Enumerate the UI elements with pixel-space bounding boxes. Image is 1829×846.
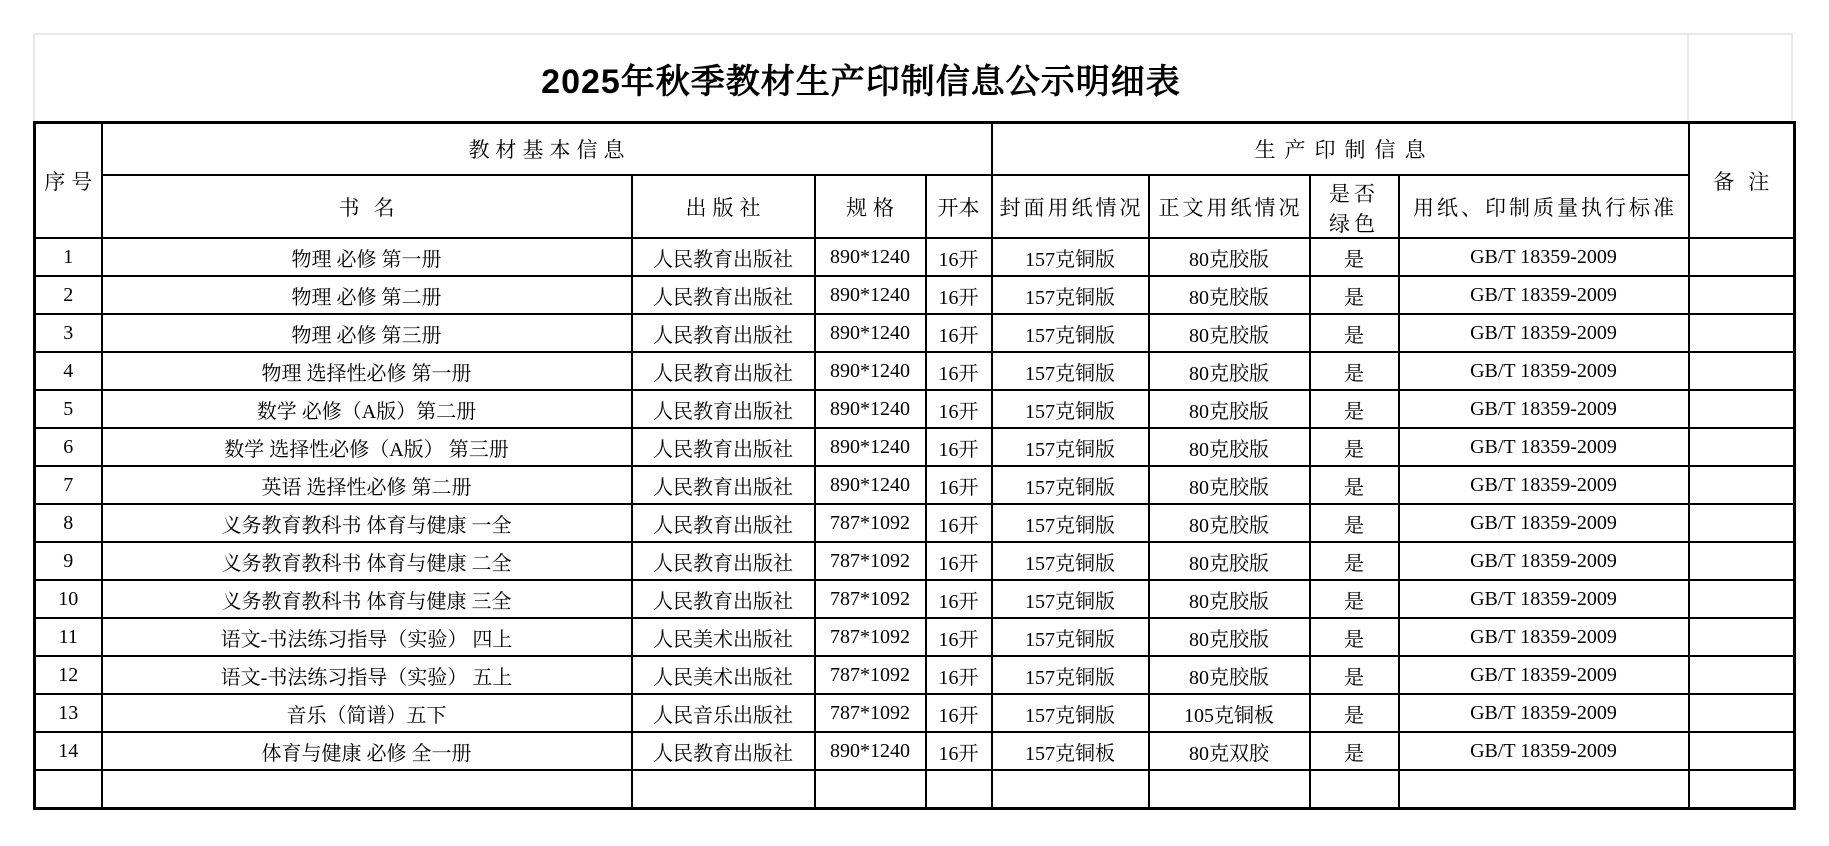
- row-cover-paper: 157克铜版: [992, 618, 1149, 656]
- row-book-name: 物理 必修 第三册: [102, 314, 632, 352]
- row-green: 是: [1310, 314, 1399, 352]
- table-row: [35, 238, 1795, 276]
- row-remark: [1689, 770, 1795, 809]
- header-basic-info-group: 教材基本信息: [102, 123, 992, 176]
- row-remark: [1689, 694, 1795, 732]
- row-body-paper: 80克胶版: [1149, 542, 1310, 580]
- row-spec: 890*1240: [815, 238, 926, 276]
- textbook-print-info-table: [33, 121, 1796, 810]
- row-body-paper: [1149, 770, 1310, 809]
- row-format: 16开: [926, 390, 992, 428]
- row-format: [926, 770, 992, 809]
- row-seq: 3: [35, 314, 102, 352]
- table-row: [35, 542, 1795, 580]
- row-spec: [815, 770, 926, 809]
- row-green: 是: [1310, 618, 1399, 656]
- row-seq: [35, 770, 102, 809]
- row-remark: [1689, 504, 1795, 542]
- row-publisher: 人民美术出版社: [632, 618, 815, 656]
- row-spec: 890*1240: [815, 314, 926, 352]
- row-cover-paper: 157克铜版: [992, 352, 1149, 390]
- title-cell: [35, 35, 1689, 121]
- row-green: 是: [1310, 542, 1399, 580]
- row-green: 是: [1310, 694, 1399, 732]
- spreadsheet-sheet: [33, 33, 1793, 810]
- row-format: 16开: [926, 352, 992, 390]
- row-cover-paper: 157克铜版: [992, 390, 1149, 428]
- row-standard: GB/T 18359-2009: [1399, 542, 1689, 580]
- row-standard: [1399, 770, 1689, 809]
- row-remark: [1689, 656, 1795, 694]
- row-book-name: 语文-书法练习指导（实验） 四上: [102, 618, 632, 656]
- row-publisher: 人民教育出版社: [632, 542, 815, 580]
- row-book-name: 英语 选择性必修 第二册: [102, 466, 632, 504]
- row-remark: [1689, 276, 1795, 314]
- row-book-name: 物理 选择性必修 第一册: [102, 352, 632, 390]
- row-body-paper: 80克胶版: [1149, 352, 1310, 390]
- row-green: 是: [1310, 352, 1399, 390]
- row-seq: 14: [35, 732, 102, 770]
- table-body: [35, 238, 1795, 809]
- row-seq: 5: [35, 390, 102, 428]
- row-publisher: 人民教育出版社: [632, 314, 815, 352]
- row-green: 是: [1310, 466, 1399, 504]
- row-publisher: 人民教育出版社: [632, 732, 815, 770]
- header-production-group: 生产印制信息: [992, 123, 1689, 176]
- row-publisher: 人民教育出版社: [632, 390, 815, 428]
- row-format: 16开: [926, 238, 992, 276]
- row-cover-paper: 157克铜版: [992, 428, 1149, 466]
- row-cover-paper: 157克铜版: [992, 276, 1149, 314]
- row-standard: GB/T 18359-2009: [1399, 238, 1689, 276]
- row-green: 是: [1310, 504, 1399, 542]
- row-standard: GB/T 18359-2009: [1399, 428, 1689, 466]
- row-spec: 787*1092: [815, 542, 926, 580]
- row-book-name: 物理 必修 第一册: [102, 238, 632, 276]
- row-book-name: 物理 必修 第二册: [102, 276, 632, 314]
- row-book-name: 数学 选择性必修（A版） 第三册: [102, 428, 632, 466]
- table-header: [35, 123, 1795, 239]
- table-row: [35, 276, 1795, 314]
- row-body-paper: 80克双胶: [1149, 732, 1310, 770]
- header-body-paper: 正文用纸情况: [1149, 175, 1310, 238]
- row-standard: GB/T 18359-2009: [1399, 694, 1689, 732]
- header-green: [1310, 175, 1399, 238]
- row-green: 是: [1310, 428, 1399, 466]
- row-green: 是: [1310, 238, 1399, 276]
- table-row: [35, 656, 1795, 694]
- table-row: [35, 428, 1795, 466]
- row-seq: 8: [35, 504, 102, 542]
- row-format: 16开: [926, 466, 992, 504]
- title-corner-cell: [1689, 35, 1791, 121]
- row-publisher: 人民美术出版社: [632, 656, 815, 694]
- row-publisher: 人民教育出版社: [632, 238, 815, 276]
- row-seq: 7: [35, 466, 102, 504]
- row-spec: 890*1240: [815, 732, 926, 770]
- table-row: [35, 770, 1795, 809]
- row-body-paper: 80克胶版: [1149, 314, 1310, 352]
- row-remark: [1689, 428, 1795, 466]
- row-format: 16开: [926, 428, 992, 466]
- header-publisher: 出版社: [632, 175, 815, 238]
- header-seq: 序号: [35, 123, 102, 239]
- row-cover-paper: 157克铜版: [992, 466, 1149, 504]
- row-body-paper: 80克胶版: [1149, 428, 1310, 466]
- row-book-name: 体育与健康 必修 全一册: [102, 732, 632, 770]
- row-remark: [1689, 466, 1795, 504]
- row-standard: GB/T 18359-2009: [1399, 504, 1689, 542]
- row-seq: 13: [35, 694, 102, 732]
- header-remark: 备注: [1689, 123, 1795, 239]
- header-green-clip: [1311, 179, 1398, 235]
- header-format: 开本: [926, 175, 992, 238]
- row-standard: GB/T 18359-2009: [1399, 314, 1689, 352]
- row-green: 是: [1310, 580, 1399, 618]
- row-cover-paper: 157克铜版: [992, 314, 1149, 352]
- row-remark: [1689, 618, 1795, 656]
- row-publisher: 人民教育出版社: [632, 466, 815, 504]
- row-remark: [1689, 352, 1795, 390]
- row-remark: [1689, 542, 1795, 580]
- row-remark: [1689, 314, 1795, 352]
- row-standard: GB/T 18359-2009: [1399, 390, 1689, 428]
- row-book-name: 义务教育教科书 体育与健康 三全: [102, 580, 632, 618]
- row-seq: 12: [35, 656, 102, 694]
- row-spec: 890*1240: [815, 352, 926, 390]
- header-book-name: 书名: [102, 175, 632, 238]
- table-row: [35, 352, 1795, 390]
- row-book-name: 数学 必修（A版）第二册: [102, 390, 632, 428]
- row-cover-paper: 157克铜版: [992, 238, 1149, 276]
- row-publisher: 人民教育出版社: [632, 352, 815, 390]
- row-cover-paper: 157克铜版: [992, 694, 1149, 732]
- row-seq: 1: [35, 238, 102, 276]
- row-body-paper: 80克胶版: [1149, 238, 1310, 276]
- row-body-paper: 80克胶版: [1149, 618, 1310, 656]
- row-spec: 787*1092: [815, 580, 926, 618]
- table-row: [35, 504, 1795, 542]
- row-publisher: 人民教育出版社: [632, 276, 815, 314]
- row-book-name: 义务教育教科书 体育与健康 一全: [102, 504, 632, 542]
- row-body-paper: 80克胶版: [1149, 276, 1310, 314]
- header-spec: 规格: [815, 175, 926, 238]
- row-remark: [1689, 732, 1795, 770]
- row-standard: GB/T 18359-2009: [1399, 618, 1689, 656]
- row-green: [1310, 770, 1399, 809]
- row-publisher: 人民音乐出版社: [632, 694, 815, 732]
- row-body-paper: 80克胶版: [1149, 466, 1310, 504]
- title-block: [33, 33, 1793, 121]
- row-format: 16开: [926, 580, 992, 618]
- table-row: [35, 694, 1795, 732]
- row-cover-paper: 157克铜板: [992, 732, 1149, 770]
- row-standard: GB/T 18359-2009: [1399, 466, 1689, 504]
- row-green: 是: [1310, 732, 1399, 770]
- table-row: [35, 314, 1795, 352]
- row-body-paper: 80克胶版: [1149, 656, 1310, 694]
- table-row: [35, 618, 1795, 656]
- row-format: 16开: [926, 314, 992, 352]
- row-format: 16开: [926, 276, 992, 314]
- row-format: 16开: [926, 504, 992, 542]
- row-spec: 890*1240: [815, 276, 926, 314]
- table-row: [35, 580, 1795, 618]
- row-cover-paper: 157克铜版: [992, 580, 1149, 618]
- row-cover-paper: 157克铜版: [992, 504, 1149, 542]
- row-seq: 10: [35, 580, 102, 618]
- row-remark: [1689, 580, 1795, 618]
- row-cover-paper: 157克铜版: [992, 542, 1149, 580]
- row-body-paper: 80克胶版: [1149, 504, 1310, 542]
- row-spec: 787*1092: [815, 618, 926, 656]
- row-seq: 2: [35, 276, 102, 314]
- row-remark: [1689, 238, 1795, 276]
- row-book-name: 音乐（简谱）五下: [102, 694, 632, 732]
- row-publisher: [632, 770, 815, 809]
- row-cover-paper: 157克铜版: [992, 656, 1149, 694]
- row-format: 16开: [926, 656, 992, 694]
- row-standard: GB/T 18359-2009: [1399, 656, 1689, 694]
- row-remark: [1689, 390, 1795, 428]
- table-row: [35, 390, 1795, 428]
- row-standard: GB/T 18359-2009: [1399, 732, 1689, 770]
- row-publisher: 人民教育出版社: [632, 580, 815, 618]
- row-format: 16开: [926, 618, 992, 656]
- row-spec: 890*1240: [815, 428, 926, 466]
- table-row: [35, 466, 1795, 504]
- row-book-name: 语文-书法练习指导（实验） 五上: [102, 656, 632, 694]
- row-format: 16开: [926, 732, 992, 770]
- header-cover-paper: 封面用纸情况: [992, 175, 1149, 238]
- row-book-name: 义务教育教科书 体育与健康 二全: [102, 542, 632, 580]
- table-row: [35, 732, 1795, 770]
- row-green: 是: [1310, 276, 1399, 314]
- header-green-label: 是否绿色: [1329, 181, 1379, 235]
- document-title: 2025年秋季教材生产印制信息公示明细表: [541, 62, 1181, 101]
- row-publisher: 人民教育出版社: [632, 428, 815, 466]
- row-publisher: 人民教育出版社: [632, 504, 815, 542]
- row-spec: 787*1092: [815, 504, 926, 542]
- row-spec: 787*1092: [815, 694, 926, 732]
- row-spec: 890*1240: [815, 390, 926, 428]
- row-standard: GB/T 18359-2009: [1399, 276, 1689, 314]
- row-spec: 787*1092: [815, 656, 926, 694]
- row-seq: 6: [35, 428, 102, 466]
- row-format: 16开: [926, 694, 992, 732]
- row-body-paper: 80克胶版: [1149, 390, 1310, 428]
- row-body-paper: 80克胶版: [1149, 580, 1310, 618]
- row-spec: 890*1240: [815, 466, 926, 504]
- row-seq: 11: [35, 618, 102, 656]
- row-seq: 9: [35, 542, 102, 580]
- row-standard: GB/T 18359-2009: [1399, 352, 1689, 390]
- row-format: 16开: [926, 542, 992, 580]
- row-book-name: [102, 770, 632, 809]
- row-cover-paper: [992, 770, 1149, 809]
- row-body-paper: 105克铜板: [1149, 694, 1310, 732]
- header-standard: 用纸、印制质量执行标准: [1399, 175, 1689, 238]
- row-seq: 4: [35, 352, 102, 390]
- row-green: 是: [1310, 390, 1399, 428]
- row-standard: GB/T 18359-2009: [1399, 580, 1689, 618]
- row-green: 是: [1310, 656, 1399, 694]
